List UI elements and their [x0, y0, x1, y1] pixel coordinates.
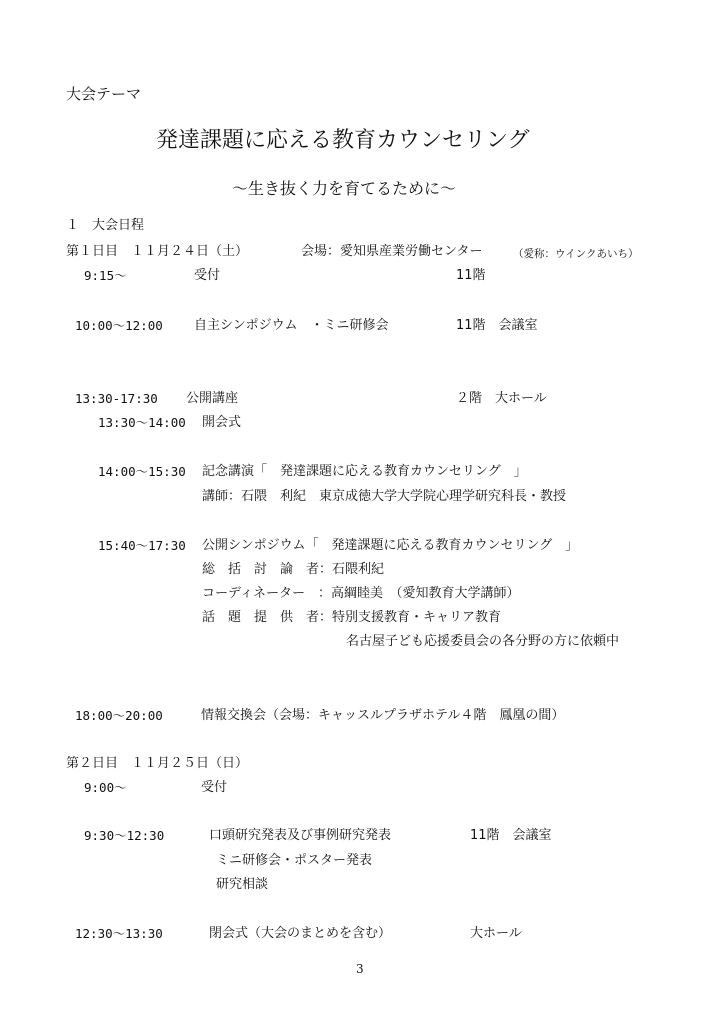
schedule-place: 大ホール [470, 926, 522, 941]
day1-venue-alias: （愛称：ウインクあいち） [513, 248, 639, 260]
schedule-place: 11階 会議室 [470, 828, 552, 843]
schedule-role: 話 題 提 供 者：特別支援教育・キャリア教育 [202, 610, 502, 625]
schedule-sub: ミニ研修会・ポスター発表 [216, 853, 373, 868]
schedule-title: 受付 [201, 780, 228, 795]
schedule-time: 9:15～ [84, 268, 127, 283]
schedule-title: 記念講演「 発達課題に応える教育カウンセリング 」 [202, 464, 527, 479]
day2-header: 第２日目 １１月２５日（日） [66, 756, 249, 771]
schedule-title: 自主シンポジウム ・ミニ研修会 [194, 318, 389, 333]
schedule-time: 12:30～13:30 [75, 926, 163, 941]
schedule-sub: 研究相談 [216, 877, 269, 892]
schedule-detail: 講師：石隈 利紀 東京成徳大学大学院心理学研究科長・教授 [202, 489, 567, 504]
schedule-title: 公開講座 [186, 391, 239, 406]
schedule-place: 11階 [456, 268, 486, 283]
schedule-title: 開会式 [202, 415, 242, 430]
schedule-time: 14:00～15:30 [98, 464, 186, 479]
schedule-title: 情報交換会（会場：キャッスルプラザホテル４階 鳳凰の間） [201, 708, 565, 723]
schedule-time: 13:30～14:00 [98, 415, 186, 430]
day1-venue: 会場：愛知県産業労働センター [301, 244, 483, 259]
schedule-time: 9:30～12:30 [84, 828, 165, 843]
section-heading: １ 大会日程 [66, 218, 145, 233]
schedule-time: 18:00～20:00 [75, 708, 163, 723]
schedule-time: 15:40～17:30 [98, 538, 186, 553]
schedule-time: 10:00～12:00 [75, 318, 163, 333]
schedule-time: 13:30-17:30 [75, 391, 158, 406]
page-title: 発達課題に応える教育カウンセリング [156, 128, 530, 153]
schedule-role: 名古屋子ども応援委員会の各分野の方に依頼中 [346, 634, 620, 649]
theme-label: 大会テーマ [66, 85, 142, 103]
day1-header: 第１日目 １１月２４日（土） [66, 244, 249, 259]
subtitle: ～生き抜く力を育てるために～ [232, 179, 457, 198]
schedule-title: 閉会式（大会のまとめを含む） [209, 926, 392, 941]
schedule-place: 11階 会議室 [456, 318, 538, 333]
schedule-role: コーディネーター ：高綱睦美 （愛知教育大学講師） [202, 586, 520, 601]
schedule-title: 受付 [194, 268, 221, 283]
schedule-title: 公開シンポジウム「 発達課題に応える教育カウンセリング 」 [202, 538, 579, 553]
schedule-title: 口頭研究発表及び事例研究発表 [209, 828, 392, 843]
page-number: 3 [356, 962, 364, 976]
schedule-role: 総 括 討 論 者：石隈利紀 [202, 562, 385, 577]
schedule-place: ２階 大ホール [456, 391, 547, 406]
schedule-time: 9:00～ [84, 780, 127, 795]
